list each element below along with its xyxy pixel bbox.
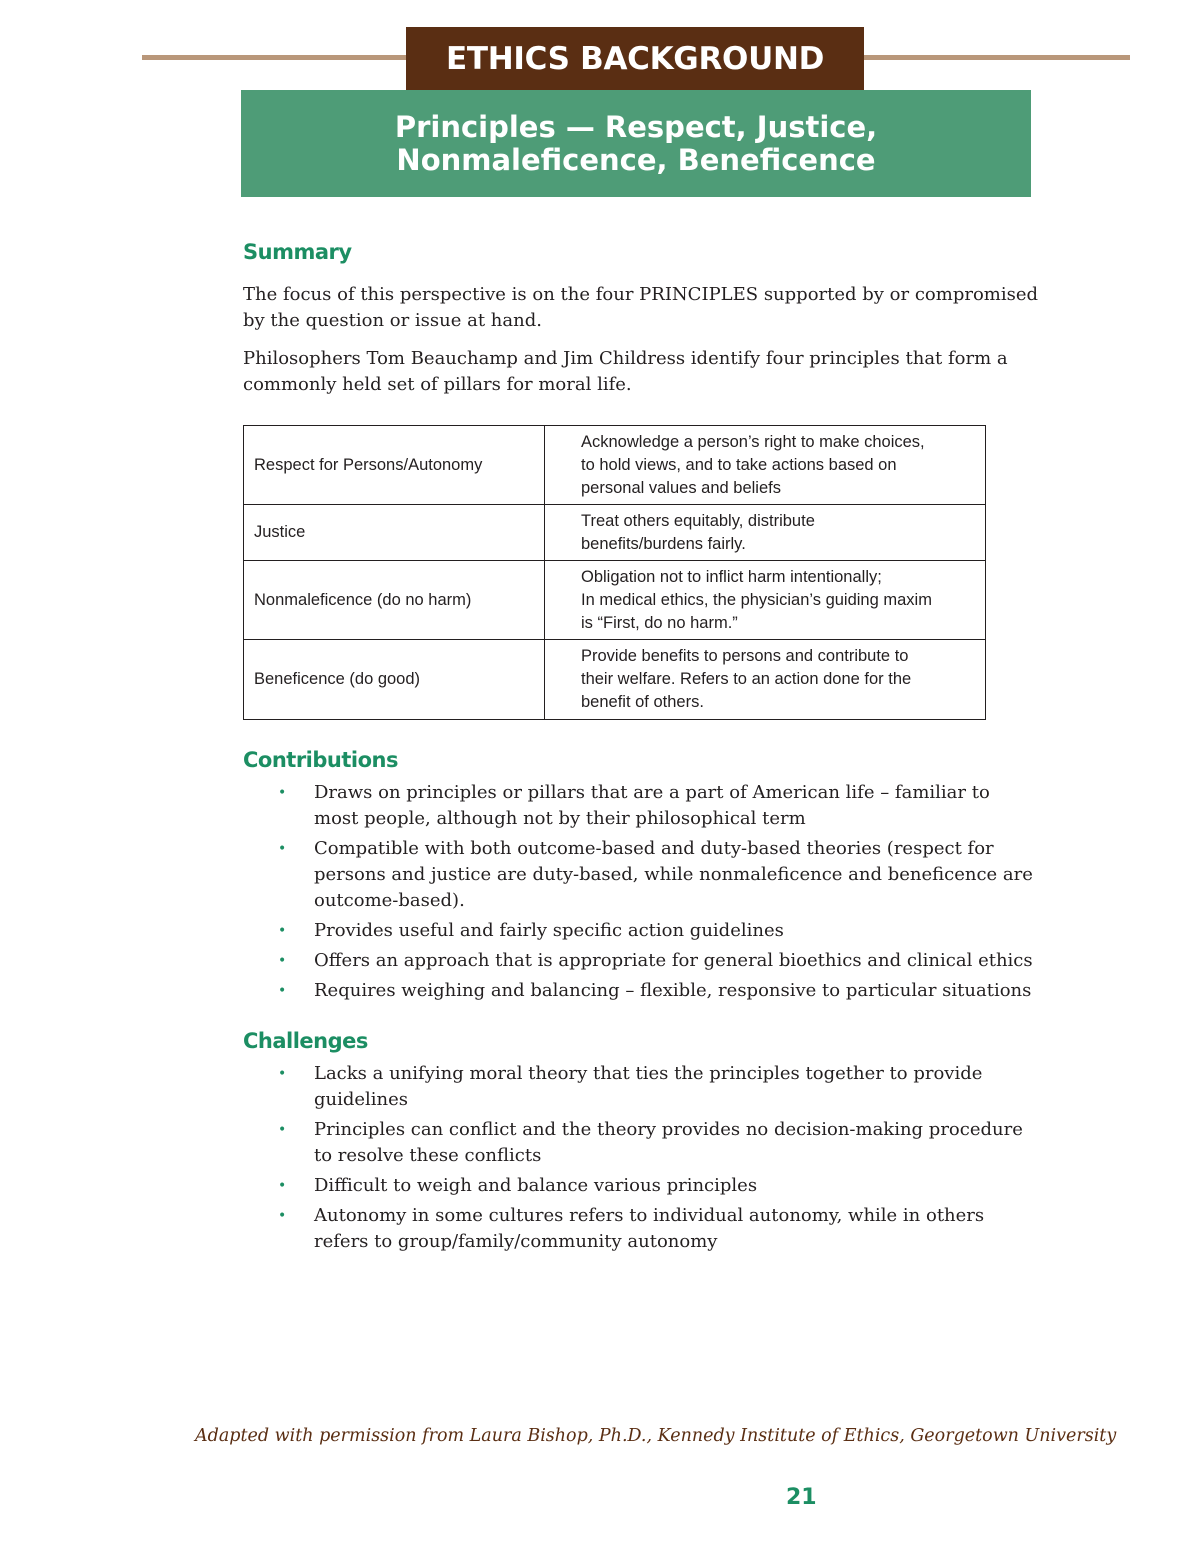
bullet-icon: • (278, 1122, 287, 1138)
description-line: benefits/burdens fairly. (581, 534, 746, 553)
bullet-icon: • (278, 1208, 287, 1224)
description-line: Provide benefits to persons and contribute to (581, 647, 909, 665)
challenges-list (278, 1061, 1038, 1259)
bullet-icon: • (278, 953, 287, 969)
description-line: their welfare. Refers to an action done for the (581, 670, 912, 688)
table-row (244, 561, 986, 640)
description-line: In medical ethics, the physician’s guiding maxim (581, 590, 932, 609)
bullet-icon: • (278, 841, 287, 857)
bullet-icon: • (278, 1066, 287, 1082)
section-header-label: ETHICS BACKGROUND (445, 40, 825, 77)
description-line: benefit of others. (581, 693, 704, 711)
list-item (278, 836, 1038, 914)
bullet-icon: • (278, 1178, 287, 1194)
principle-name: Justice (244, 505, 545, 561)
table-row (244, 640, 986, 720)
list-item-text: Lacks a unifying moral theory that ties the principles together to provide guidelines (314, 1063, 983, 1110)
list-item (278, 780, 1038, 832)
bullet-icon: • (278, 923, 287, 939)
challenges-heading: Challenges (243, 1029, 368, 1053)
table-row (244, 505, 986, 561)
principle-name: Nonmaleficence (do no harm) (244, 561, 545, 640)
header-rule-left (142, 55, 406, 60)
list-item (278, 1203, 1038, 1255)
list-item-text: Offers an approach that is appropriate for general bioethics and clinical ethics (314, 950, 1033, 971)
principle-description (545, 505, 986, 561)
principle-description (545, 426, 986, 505)
description-line: to hold views, and to take actions based on (581, 455, 897, 474)
list-item-text: Provides useful and fairly specific action guidelines (314, 920, 784, 941)
principle-name: Beneficence (do good) (244, 640, 545, 720)
page-number: 21 (786, 1485, 817, 1510)
list-item-text: Principles can conflict and the theory provides no decision-making procedure to resolve these conflicts (314, 1119, 1023, 1166)
list-item-text: Compatible with both outcome-based and duty-based theories (respect for persons and justice are duty-based, while nonmaleficence and beneficence are outcome-based). (314, 838, 1033, 911)
bullet-icon: • (278, 983, 287, 999)
list-item (278, 1061, 1038, 1113)
table-row (244, 426, 986, 505)
description-line: Acknowledge a person’s right to make choices, (581, 432, 925, 451)
list-item (278, 918, 1038, 944)
list-item-text: Requires weighing and balancing – flexible, responsive to particular situations (314, 980, 1032, 1001)
principle-description (545, 640, 986, 720)
summary-paragraph-2: Philosophers Tom Beauchamp and Jim Childress identify four principles that form a commonly held set of pillars for moral life. (243, 348, 1008, 395)
summary-paragraph-1: The focus of this perspective is on the four PRINCIPLES supported by or compromised by the question or issue at hand. (243, 284, 1039, 331)
list-item-text: Difficult to weigh and balance various principles (314, 1175, 758, 1196)
principle-name: Respect for Persons/Autonomy (244, 426, 545, 505)
page-title-line-2: Nonmaleficence, Beneficence (396, 142, 876, 177)
principle-description (545, 561, 986, 640)
principles-table (243, 425, 986, 720)
bullet-icon: • (278, 785, 287, 801)
contributions-list (278, 780, 1038, 1008)
description-line: Treat others equitably, distribute (581, 511, 815, 530)
section-header-tab (406, 27, 864, 90)
summary-heading: Summary (243, 240, 352, 264)
description-line: personal values and beliefs (581, 478, 781, 497)
page-title-line-1: Principles — Respect, Justice, (394, 109, 878, 144)
list-item (278, 978, 1038, 1004)
list-item (278, 1173, 1038, 1199)
description-line: Obligation not to inflict harm intentionally; (581, 567, 882, 586)
contributions-heading: Contributions (243, 748, 398, 772)
attribution-credit: Adapted with permission from Laura Bishop, Ph.D., Kennedy Institute of Ethics, Georgetown University (195, 1426, 1117, 1446)
list-item (278, 1117, 1038, 1169)
page-title-box (241, 90, 1031, 197)
description-line: is “First, do no harm.” (581, 613, 738, 632)
list-item-text: Draws on principles or pillars that are a part of American life – familiar to most people, although not by their philosophical term (314, 782, 990, 829)
list-item (278, 948, 1038, 974)
header-rule-right (864, 55, 1130, 60)
list-item-text: Autonomy in some cultures refers to individual autonomy, while in others refers to group/family/community autonomy (314, 1205, 985, 1252)
